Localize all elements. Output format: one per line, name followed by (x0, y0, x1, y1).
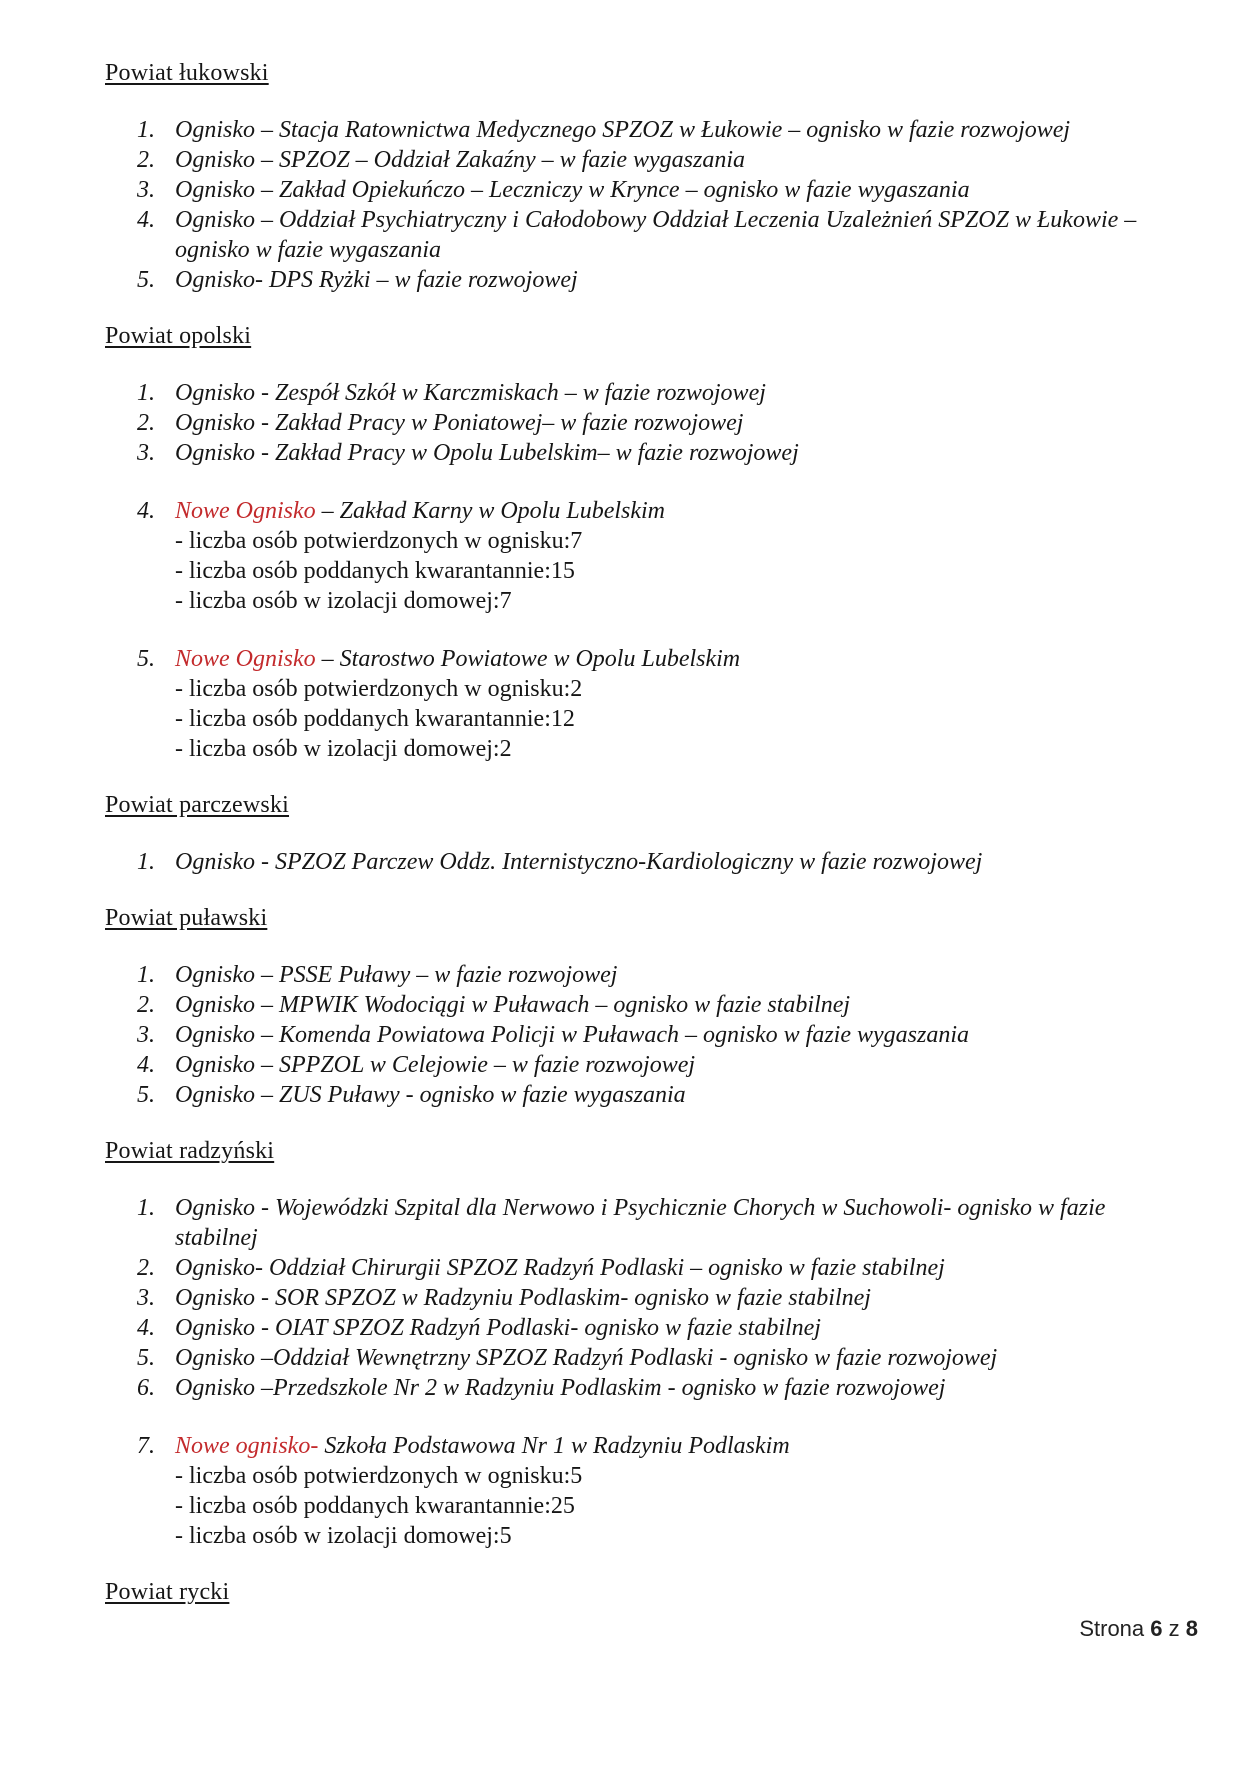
footer-prefix: Strona (1079, 1616, 1151, 1641)
list-item-new-outbreak (137, 496, 1157, 616)
new-outbreak-label: Nowe Ognisko (175, 498, 316, 524)
item-text: Ognisko – SPPZOL w Celejowie – w fazie rozwojowej (175, 1052, 696, 1078)
outbreak-name: – Zakład Karny w Opolu Lubelskim (315, 498, 666, 524)
item-text: Ognisko - SPZOZ Parczew Oddz. Internistyczno-Kardiologiczny w fazie rozwojowej (175, 849, 983, 875)
section-powiat-pulawski (105, 903, 1157, 1110)
item-number: 1. (137, 380, 155, 406)
list-item (137, 1253, 1157, 1283)
item-text: Ognisko – Komenda Powiatowa Policji w Puławach – ognisko w fazie wygaszania (175, 1022, 969, 1048)
outbreak-list (105, 1193, 1157, 1551)
item-number: 2. (137, 147, 155, 173)
list-item (137, 990, 1157, 1020)
list-item (137, 175, 1157, 205)
item-text: Ognisko - OIAT SPZOZ Radzyń Podlaski- ognisko w fazie stabilnej (175, 1315, 821, 1341)
detail-line: - liczba osób w izolacji domowej:2 (175, 736, 512, 762)
outbreak-list (105, 378, 1157, 764)
outbreak-list (105, 115, 1157, 295)
item-number: 4. (137, 207, 155, 233)
section-powiat-rycki (105, 1577, 1157, 1607)
list-item (137, 1193, 1157, 1253)
list-item (137, 115, 1157, 145)
item-number: 3. (137, 440, 155, 466)
item-text: Ognisko – ZUS Puławy - ognisko w fazie wygaszania (175, 1082, 686, 1108)
item-number: 5. (137, 646, 155, 672)
item-text: Ognisko –Oddział Wewnętrzny SPZOZ Radzyń Podlaski - ognisko w fazie rozwojowej (175, 1345, 998, 1371)
section-powiat-lukowski (105, 58, 1157, 295)
list-item (137, 378, 1157, 408)
page-footer (1079, 1616, 1198, 1642)
item-number: 6. (137, 1375, 155, 1401)
list-item (137, 408, 1157, 438)
item-text: Ognisko - SOR SPZOZ w Radzyniu Podlaskim- ognisko w fazie stabilnej (175, 1285, 871, 1311)
item-text: Ognisko- Oddział Chirurgii SPZOZ Radzyń Podlaski – ognisko w fazie stabilnej (175, 1255, 945, 1281)
item-text: Ognisko - Wojewódzki Szpital dla Nerwowo i Psychicznie Chorych w Suchowoli- ognisko w fazie stabilnej (175, 1195, 1106, 1251)
outbreak-list (105, 960, 1157, 1110)
new-outbreak-label: Nowe Ognisko (175, 646, 316, 672)
item-number: 7. (137, 1433, 155, 1459)
detail-line: - liczba osób potwierdzonych w ognisku:7 (175, 528, 583, 554)
item-text: Ognisko –Przedszkole Nr 2 w Radzyniu Podlaskim - ognisko w fazie rozwojowej (175, 1375, 946, 1401)
item-number: 3. (137, 177, 155, 203)
list-item (137, 145, 1157, 175)
detail-line: - liczba osób poddanych kwarantannie:25 (175, 1493, 575, 1519)
new-outbreak-label: Nowe ognisko- (175, 1433, 319, 1459)
item-number: 4. (137, 498, 155, 524)
item-number: 5. (137, 267, 155, 293)
list-item-new-outbreak (137, 1431, 1157, 1551)
list-item (137, 1313, 1157, 1343)
item-number: 4. (137, 1315, 155, 1341)
list-item (137, 960, 1157, 990)
detail-line: - liczba osób w izolacji domowej:5 (175, 1523, 512, 1549)
total-pages: 8 (1185, 1616, 1198, 1641)
item-text: Ognisko - Zakład Pracy w Poniatowej– w fazie rozwojowej (175, 410, 744, 436)
item-text (175, 496, 1157, 616)
section-heading: Powiat rycki (105, 1579, 230, 1605)
item-text (175, 1431, 1157, 1551)
item-text (175, 644, 1157, 764)
detail-line: - liczba osób potwierdzonych w ognisku:2 (175, 676, 583, 702)
section-heading: Powiat radzyński (105, 1138, 275, 1164)
item-number: 1. (137, 117, 155, 143)
item-text: Ognisko – Stacja Ratownictwa Medycznego SPZOZ w Łukowie – ognisko w fazie rozwojowej (175, 117, 1071, 143)
list-item (137, 847, 1157, 877)
item-number: 1. (137, 1195, 155, 1221)
item-text: Ognisko- DPS Ryżki – w fazie rozwojowej (175, 267, 578, 293)
detail-line: - liczba osób w izolacji domowej:7 (175, 588, 512, 614)
section-powiat-radzynski (105, 1136, 1157, 1551)
outbreak-name: Szkoła Podstawowa Nr 1 w Radzyniu Podlaskim (318, 1433, 790, 1459)
item-text: Ognisko - Zespół Szkół w Karczmiskach – w fazie rozwojowej (175, 380, 766, 406)
section-heading: Powiat łukowski (105, 60, 269, 86)
section-heading: Powiat parczewski (105, 792, 290, 818)
page-number: 6 (1150, 1616, 1163, 1641)
list-item (137, 1373, 1157, 1403)
item-number: 4. (137, 1052, 155, 1078)
list-item (137, 1050, 1157, 1080)
item-text: Ognisko – Oddział Psychiatryczny i Całodobowy Oddział Leczenia Uzależnień SPZOZ w Łukowie – ognisko w fazie wygaszania (175, 207, 1137, 263)
section-heading: Powiat puławski (105, 905, 268, 931)
item-number: 5. (137, 1345, 155, 1371)
section-powiat-parczewski (105, 790, 1157, 877)
outbreak-list (105, 847, 1157, 877)
item-number: 2. (137, 410, 155, 436)
item-text: Ognisko – MPWIK Wodociągi w Puławach – ognisko w fazie stabilnej (175, 992, 851, 1018)
item-text: Ognisko – SPZOZ – Oddział Zakaźny – w fazie wygaszania (175, 147, 746, 173)
detail-line: - liczba osób potwierdzonych w ognisku:5 (175, 1463, 583, 1489)
footer-separator: z (1162, 1616, 1186, 1641)
item-text: Ognisko – Zakład Opiekuńczo – Leczniczy w Krynce – ognisko w fazie wygaszania (175, 177, 970, 203)
section-heading: Powiat opolski (105, 323, 252, 349)
list-item (137, 1283, 1157, 1313)
item-text: Ognisko - Zakład Pracy w Opolu Lubelskim– w fazie rozwojowej (175, 440, 799, 466)
list-item (137, 1080, 1157, 1110)
item-number: 3. (137, 1022, 155, 1048)
list-item (137, 438, 1157, 468)
list-item (137, 1020, 1157, 1050)
section-powiat-opolski (105, 321, 1157, 764)
detail-line: - liczba osób poddanych kwarantannie:12 (175, 706, 575, 732)
outbreak-name: – Starostwo Powiatowe w Opolu Lubelskim (315, 646, 741, 672)
item-number: 1. (137, 849, 155, 875)
list-item (137, 1343, 1157, 1373)
item-number: 5. (137, 1082, 155, 1108)
list-item-new-outbreak (137, 644, 1157, 764)
detail-line: - liczba osób poddanych kwarantannie:15 (175, 558, 575, 584)
item-number: 3. (137, 1285, 155, 1311)
item-text: Ognisko – PSSE Puławy – w fazie rozwojowej (175, 962, 618, 988)
item-number: 2. (137, 1255, 155, 1281)
item-number: 1. (137, 962, 155, 988)
item-number: 2. (137, 992, 155, 1018)
list-item (137, 265, 1157, 295)
list-item (137, 205, 1157, 265)
